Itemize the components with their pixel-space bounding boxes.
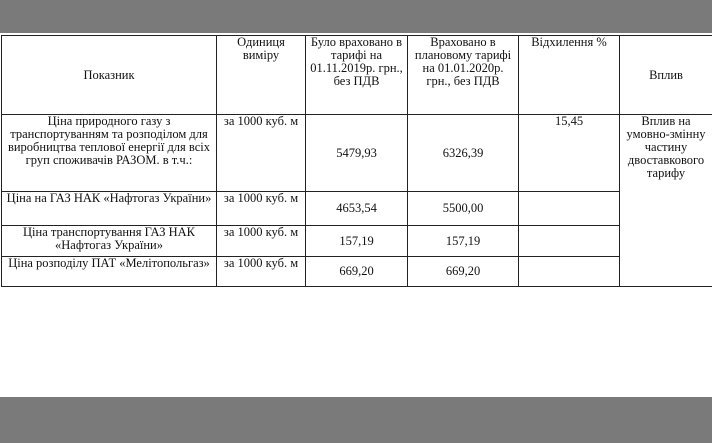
impact-cell: Вплив на умовно-змінну частину двоставкового тарифу: [620, 115, 712, 287]
row-was-value: 5479,93: [306, 115, 408, 192]
row-indicator: Ціна природного газу з транспортуванням та розподілом для виробництва теплової енергії для всіх груп споживачів РАЗОМ. в т.ч.:: [2, 115, 217, 192]
row-deviation-value: 15,45: [519, 115, 620, 192]
header-unit: Одиниця виміру: [217, 36, 306, 115]
header-impact: Вплив: [620, 36, 712, 115]
row-accounted-value: 6326,39: [408, 115, 519, 192]
row-indicator: Ціна транспортування ГАЗ НАК «Нафтогаз України»: [2, 226, 217, 257]
table-row: [2, 192, 712, 226]
row-accounted-value: 5500,00: [408, 192, 519, 226]
row-accounted-value: 669,20: [408, 257, 519, 287]
row-deviation-value: [519, 257, 620, 287]
header-accounted: Враховано в плановому тарифі на 01.01.2020р. грн., без ПДВ: [408, 36, 519, 115]
row-indicator: Ціна на ГАЗ НАК «Нафтогаз України»: [2, 192, 217, 226]
table-row: [2, 257, 712, 287]
row-was-value: 157,19: [306, 226, 408, 257]
row-unit: за 1000 куб. м: [217, 192, 306, 226]
row-was-value: 669,20: [306, 257, 408, 287]
row-deviation-value: [519, 226, 620, 257]
row-unit: за 1000 куб. м: [217, 115, 306, 192]
tariff-table: [1, 35, 712, 287]
document-page: [0, 33, 712, 397]
header-was: Було враховано в тарифі на 01.11.2019р. грн., без ПДВ: [306, 36, 408, 115]
header-deviation: Відхилення %: [519, 36, 620, 115]
row-accounted-value: 157,19: [408, 226, 519, 257]
row-was-value: 4653,54: [306, 192, 408, 226]
table-header-row: [2, 36, 712, 115]
row-deviation-value: [519, 192, 620, 226]
table-row: [2, 226, 712, 257]
row-unit: за 1000 куб. м: [217, 226, 306, 257]
header-indicator: Показник: [2, 36, 217, 115]
row-indicator: Ціна розподілу ПАТ «Мелітопольгаз»: [2, 257, 217, 287]
row-unit: за 1000 куб. м: [217, 257, 306, 287]
table-row: [2, 115, 712, 192]
